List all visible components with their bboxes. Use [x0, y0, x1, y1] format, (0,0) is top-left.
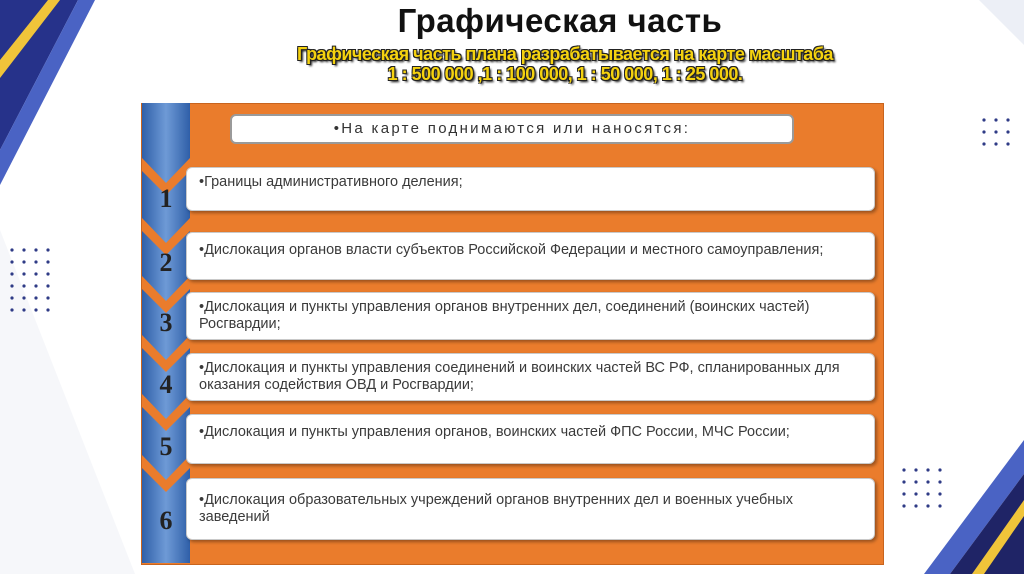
item-number-3: 3	[159, 308, 173, 337]
page-title: Графическая часть	[397, 2, 723, 39]
subtitle-line-1: Графическая часть плана разрабатывается на карте масштаба	[297, 44, 833, 64]
item-number-4: 4	[159, 370, 173, 399]
chevron-0	[142, 103, 190, 183]
item-number-6: 6	[159, 506, 173, 535]
page-subtitle	[240, 44, 890, 84]
list-item-3: •Дислокация и пункты управления органов внутренних дел, соединений (воинских частей) Росгвардии;	[186, 292, 875, 340]
list-item-2: •Дислокация органов власти субъектов Российской Федерации и местного самоуправления;	[186, 232, 875, 280]
list-item-5: •Дислокация и пункты управления органов, воинских частей ФПС России, МЧС России;	[186, 414, 875, 464]
item-number-2: 2	[159, 248, 173, 277]
item-number-1: 1	[159, 184, 173, 213]
item-number-5: 5	[159, 432, 173, 461]
list-item-1: •Границы административного деления;	[186, 167, 875, 211]
list-item-4: •Дислокация и пункты управления соединений и воинских частей ВС РФ, спланированных для оказания содействия ОВД и Росгвардии;	[186, 353, 875, 401]
list-item-6: •Дислокация образовательных учреждений органов внутренних дел и военных учебных заведений	[186, 478, 875, 540]
right-decoration	[884, 0, 1024, 574]
left-decoration	[0, 0, 135, 574]
list-header: •На карте поднимаются или наносятся:	[230, 114, 794, 144]
subtitle-line-2: 1 : 500 000 ,1 : 100 000, 1 : 50 000, 1 : 25 000.	[387, 64, 743, 84]
